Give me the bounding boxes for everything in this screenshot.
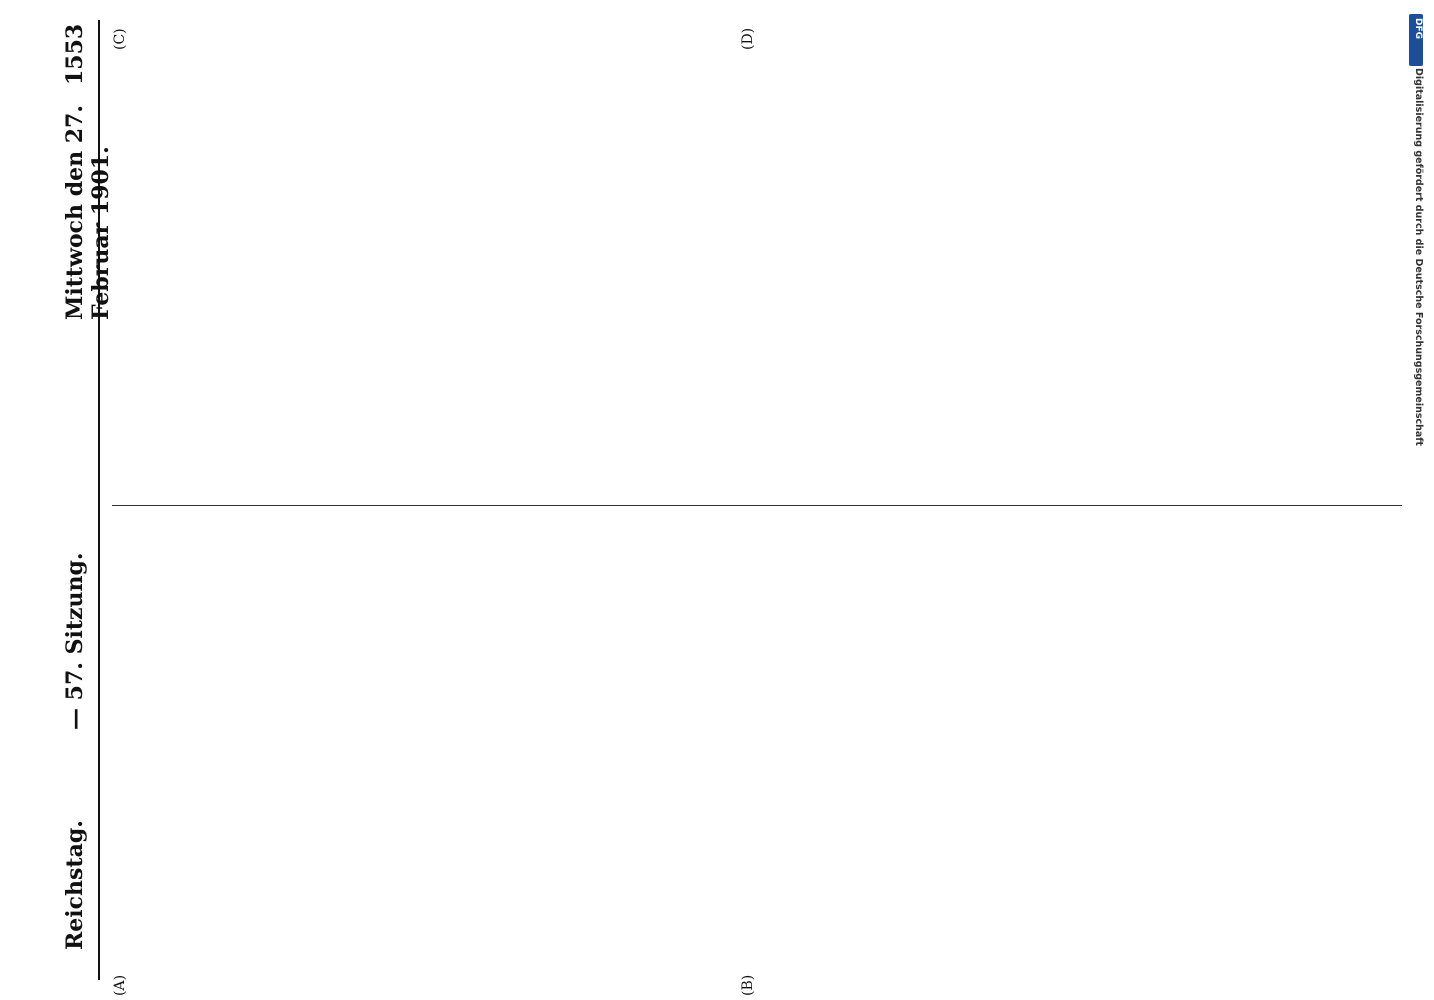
marker-b: (B) xyxy=(740,974,756,996)
page-number: 1553 xyxy=(62,23,88,85)
marker-a: (A) xyxy=(112,974,128,996)
running-header xyxy=(58,20,114,980)
header-session: — 57. Sitzung. xyxy=(62,552,88,730)
digitization-sidebar xyxy=(1406,8,1426,992)
dfg-logo-label: DFG xyxy=(1413,18,1423,40)
header-date: Mittwoch den 27. Februar 1901. xyxy=(62,104,114,320)
digitization-notice: Digitalisierung gefördert durch die Deutsche Forschungsgemeinschaft xyxy=(1413,68,1424,446)
rotated-page xyxy=(20,20,1420,996)
header-left: Reichstag. xyxy=(62,820,88,950)
column-left xyxy=(112,525,1402,970)
dfg-logo xyxy=(1409,14,1423,66)
column-right xyxy=(112,43,1402,488)
marker-d: (D) xyxy=(740,27,756,50)
marker-c: (C) xyxy=(112,28,128,50)
column-rule xyxy=(112,505,1402,506)
